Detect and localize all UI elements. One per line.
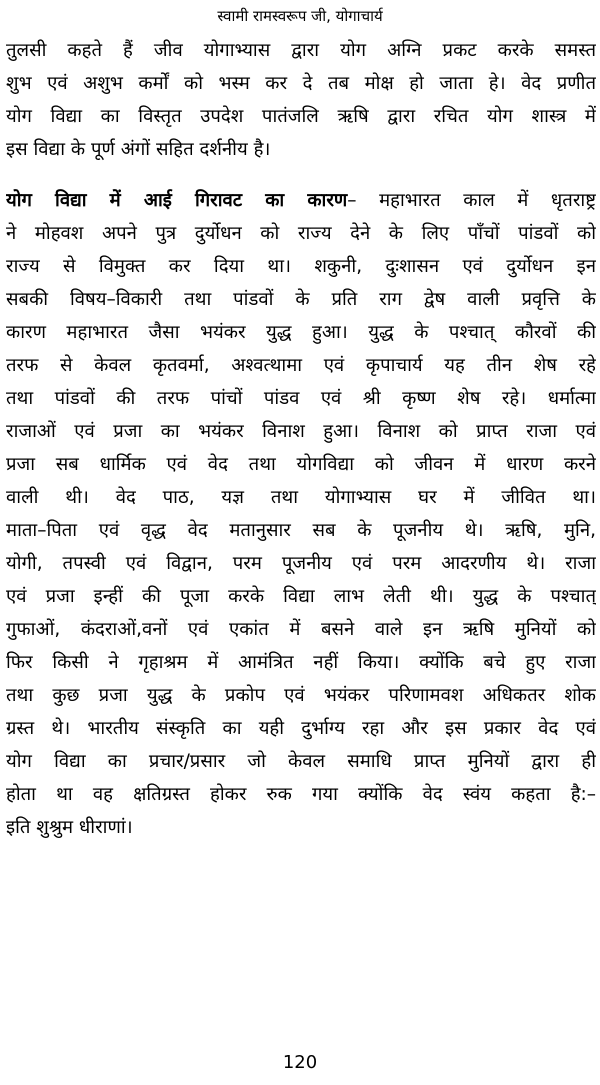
text-line: ग्रस्त थे। भारतीय संस्कृति का यही दुर्भाग्य रहा और इस प्रकार वेद एवं: [6, 718, 596, 739]
text-line: शुभ एवं अशुभ कर्मों को भस्म कर दे तब मोक्ष हो जाता हे। वेद प्रणीत: [6, 73, 596, 94]
text-line: योग विद्या का प्रचार/प्रसार जो केवल समाधि प्राप्त मुनियों द्वारा ही: [6, 751, 596, 772]
text-line: इस विद्या के पूर्ण अंगों सहित दर्शनीय है।: [6, 139, 271, 160]
text-line: एवं प्रजा इन्हीं की पूजा करके विद्या लाभ लेती थी। युद्ध के पश्चात्: [6, 586, 596, 607]
paragraph-1: [6, 34, 596, 166]
text-line: तरफ से केवल कृतवर्मा, अश्वत्थामा एवं कृपाचार्य यह तीन शेष रहे: [6, 355, 596, 376]
text-line: राज्य से विमुक्त कर दिया था। शकुनी, दुःशासन एवं दुर्योधन इन: [6, 256, 596, 277]
text-line: तथा पांडवों की तरफ पांचों पांडव एवं श्री कृष्ण शेष रहे। धर्मात्मा: [6, 388, 596, 409]
text-line: इति शुश्रुम धीराणां।: [6, 817, 133, 838]
paragraph-2: [6, 184, 596, 844]
text-line: प्रजा सब धार्मिक एवं वेद तथा योगविद्या को जीवन में धारण करने: [6, 454, 596, 475]
text-line: माता–पिता एवं वृद्ध वेद मतानुसार सब के पूजनीय थे। ऋषि, मुनि,: [6, 520, 596, 541]
text-line: सबकी विषय–विकारी तथा पांडवों के प्रति राग द्वेष वाली प्रवृत्ति के: [6, 289, 596, 310]
text-line: योग विद्या का विस्तृत उपदेश पातंजलि ऋषि द्वारा रचित योग शास्त्र में: [6, 106, 596, 127]
heading-line-rest: – महाभारत काल में धृतराष्ट्र: [347, 190, 596, 211]
text-line: ने मोहवश अपने पुत्र दुर्योधन को राज्य देने के लिए पाँचों पांडवों को: [6, 223, 596, 244]
text-line: फिर किसी ने गृहाश्रम में आमंत्रित नहीं किया। क्योंकि बचे हुए राजा: [6, 652, 596, 673]
text-line: राजाओं एवं प्रजा का भयंकर विनाश हुआ। विनाश को प्राप्त राजा एवं: [6, 421, 596, 442]
text-line: कारण महाभारत जैसा भयंकर युद्ध हुआ। युद्ध के पश्चात् कौरवों की: [6, 322, 596, 343]
section-heading: योग विद्या में आई गिरावट का कारण: [6, 190, 348, 211]
text-line: वाली थी। वेद पाठ, यज्ञ तथा योगाभ्यास घर में जीवित था।: [6, 487, 596, 508]
page-number: 120: [282, 1052, 318, 1073]
text-line-with-heading: [6, 184, 596, 217]
text-line: तथा कुछ प्रजा युद्ध के प्रकोप एवं भयंकर परिणामवश अधिकतर शोक: [6, 685, 596, 706]
paragraph-gap: [6, 166, 596, 184]
running-header: स्वामी रामस्वरूप जी, योगाचार्य: [217, 7, 383, 25]
text-line: होता था वह क्षतिग्रस्त होकर रुक गया क्योंकि वेद स्वंय कहता है:–: [6, 784, 596, 805]
text-line: योगी, तपस्वी एवं विद्वान, परम पूजनीय एवं परम आदरणीय थे। राजा: [6, 553, 596, 574]
text-line: तुलसी कहते हैं जीव योगाभ्यास द्वारा योग अग्नि प्रकट करके समस्त: [6, 40, 596, 61]
text-line: गुफाओं, कंदराओं,वनों एवं एकांत में बसने वाले इन ऋषि मुनियों को: [6, 619, 596, 640]
body-text: [6, 34, 596, 844]
